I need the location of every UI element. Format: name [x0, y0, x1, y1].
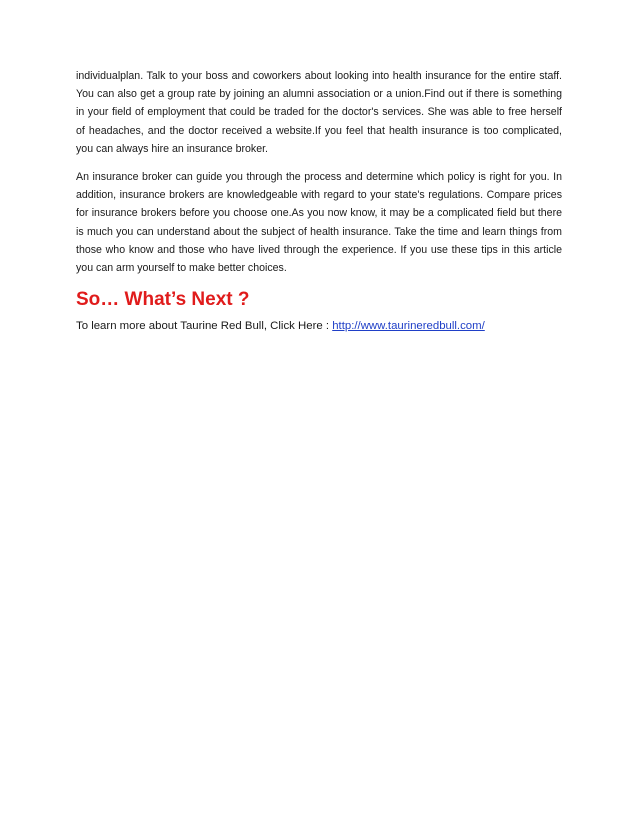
call-to-action: [76, 317, 562, 335]
document-page: [76, 67, 562, 335]
call-to-action-text: To learn more about Taurine Red Bull, Click Here :: [76, 320, 333, 333]
section-heading: So… What’s Next ?: [76, 289, 250, 311]
website-link[interactable]: http://www.taurineredbull.com/: [332, 320, 485, 333]
body-paragraph-1: individualplan. Talk to your boss and coworkers about looking into health insurance for the entire staff. You can also get a group rate by joining an alumni association or a union.Find out if there is something in your field of employment that could be traded for the doctor's services. She was able to free herself of headaches, and the doctor received a website.If you feel that health insurance is too complicated, you can always hire an insurance broker.: [76, 70, 562, 155]
body-paragraph-2: An insurance broker can guide you through the process and determine which policy is right for you. In addition, insurance brokers are knowledgeable with regard to your state's regulations. Compare prices for insurance brokers before you choose one.As you now know, it may be a complicated field but there is much you can understand about the subject of health insurance. Take the time and learn things from those who know and those who have lived through the experience. If you use these tips in this article you can arm yourself to make better choices.: [76, 171, 562, 275]
